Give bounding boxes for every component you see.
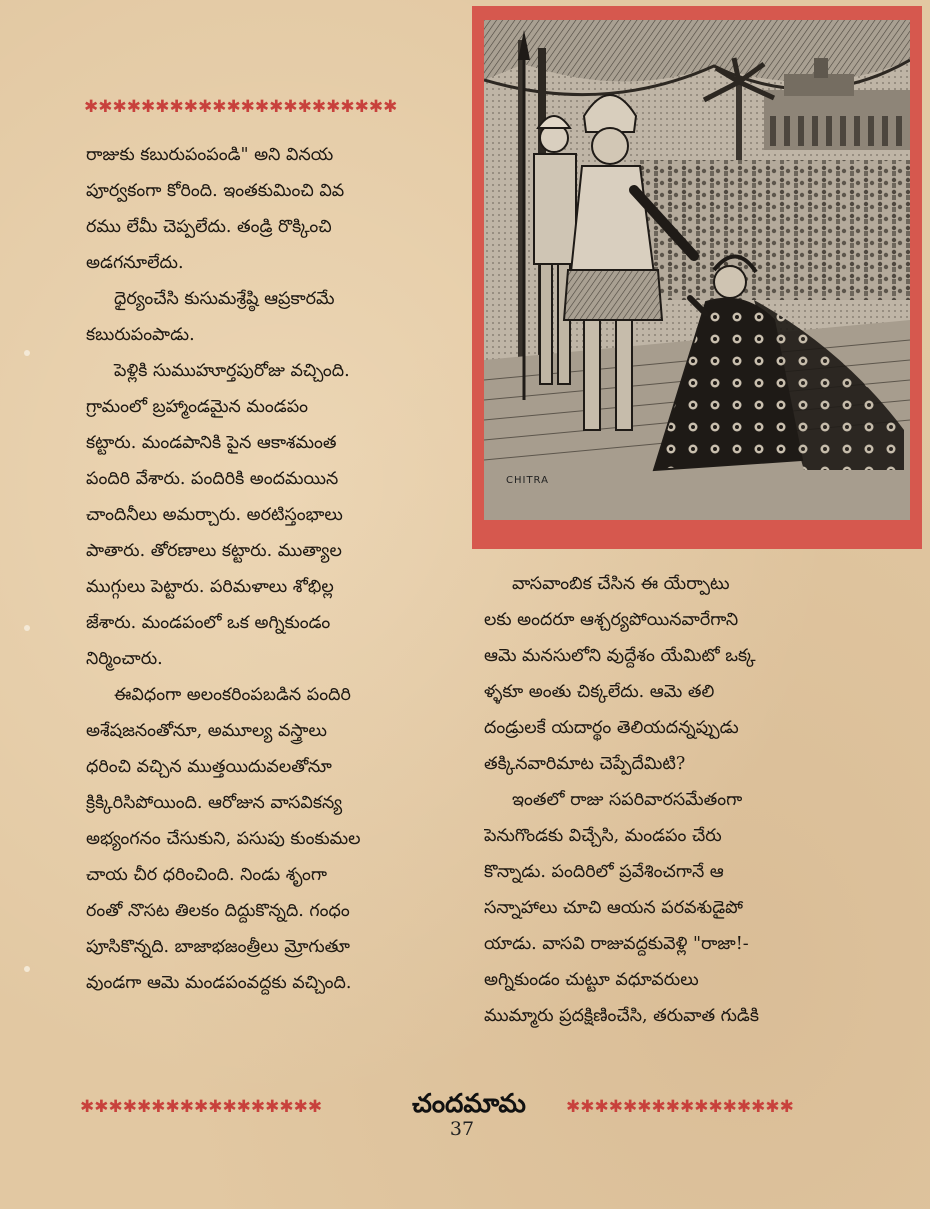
text-line: ధైర్యంచేసి కుసుమశ్రేష్ఠి ఆప్రకారమే [114, 289, 335, 309]
text-line: వుండగా ఆమె మండపంవద్దకు వచ్చింది. [86, 973, 352, 993]
page-number: 37 [449, 1118, 475, 1140]
text-line: తక్కినవారిమాట చెప్పేదేమిటి? [484, 754, 686, 774]
text-line: అశేషజనంతోనూ, అమూల్య వస్త్రాలు [86, 721, 327, 741]
footer-ornament-right: ✱✱✱✱✱✱✱✱✱✱✱✱✱✱✱✱ [566, 1097, 794, 1117]
text-line: ళ్ళకూ అంతు చిక్కలేదు. ఆమె తలి [484, 682, 715, 702]
text-line: రము లేమీ చెప్పలేదు. తండ్రి రొక్కించి [86, 217, 332, 237]
right-text-column [484, 566, 834, 1034]
text-line: చాయ చీర ధరించింది. నిండు శృంగా [86, 865, 328, 885]
text-line: దండ్రులకే యదార్థం తెలియదన్నప్పుడు [484, 718, 739, 738]
text-line: ఇంతలో రాజు సపరివారసమేతంగా [512, 790, 743, 810]
text-line: పాతారు. తోరణాలు కట్టారు. ముత్యాల [86, 541, 342, 561]
text-line: క్రిక్కిరిసిపోయింది. ఆరోజున వాసవికన్య [86, 793, 343, 813]
text-line: చాందినీలు అమర్చారు. అరటిస్తంభాలు [86, 505, 343, 525]
text-line: ముమ్మారు ప్రదక్షిణించేసి, తరువాత గుడికి [484, 1006, 760, 1026]
text-line: పందిరి వేశారు. పందిరికి అందమయిన [86, 469, 339, 489]
text-line: పెనుగొండకు విచ్చేసి, మండపం చేరు [484, 826, 722, 846]
text-line: ఈవిధంగా అలంకరింపబడిన పందిరి [114, 685, 351, 705]
text-line: అగ్నికుండం చుట్టూ వధూవరులు [484, 970, 699, 990]
binding-hole [24, 625, 30, 631]
text-line: అభ్యంగనం చేసుకుని, పసుపు కుంకుమల [86, 829, 361, 849]
text-line: అడగనూలేదు. [86, 253, 184, 273]
binding-hole [24, 350, 30, 356]
text-line: పూర్వకంగా కోరింది. ఇంతకుమించి వివ [86, 181, 345, 201]
header-ornament: ✱✱✱✱✱✱✱✱✱✱✱✱✱✱✱✱✱✱✱✱✱✱ [84, 97, 398, 117]
text-line: కొన్నాడు. పందిరిలో ప్రవేశించగానే ఆ [484, 862, 724, 882]
binding-hole [24, 966, 30, 972]
footer-ornament-left: ✱✱✱✱✱✱✱✱✱✱✱✱✱✱✱✱✱ [80, 1097, 323, 1117]
text-line: ముగ్గులు పెట్టారు. పరిమళాలు శోభిల్ల [86, 577, 334, 597]
wedding-illustration [484, 20, 910, 520]
illustration-frame [472, 6, 922, 549]
magazine-title: చందమామ [412, 1089, 526, 1119]
text-line: నిర్మించారు. [86, 649, 163, 669]
illustrator-signature: CHITRA [506, 475, 549, 486]
text-line: పూసికొన్నది. బాజాభజంత్రీలు మ్రోగుతూ [86, 937, 350, 957]
text-line: వాసవాంబిక చేసిన ఈ యేర్పాటు [512, 574, 730, 594]
text-line: పెళ్లికి సుముహూర్తపురోజు వచ్చింది. [114, 361, 350, 381]
text-line: ధరించి వచ్చిన ముత్తయిదువలతోనూ [86, 757, 332, 777]
text-line: ఆమె మనసులోని వుద్దేశం యేమిటో ఒక్క [484, 646, 756, 666]
left-text-column [86, 137, 466, 1001]
text-line: గ్రామంలో బ్రహ్మాండమైన మండపం [86, 397, 309, 417]
text-line: కబురుపంపాడు. [86, 325, 195, 345]
text-line: జేశారు. మండపంలో ఒక అగ్నికుండం [86, 613, 331, 633]
text-line: యాడు. వాసవి రాజువద్దకువెళ్లి "రాజా!- [484, 934, 749, 954]
text-line: రంతో నొసట తిలకం దిద్దుకొన్నది. గంధం [86, 901, 350, 921]
text-line: కట్టారు. మండపానికి పైన ఆకాశమంత [86, 433, 337, 453]
text-line: సన్నాహాలు చూచి ఆయన పరవశుడైపో [484, 898, 743, 918]
text-line: రాజుకు కబురుపంపండి" అని వినయ [86, 145, 334, 165]
text-line: లకు అందరూ ఆశ్చర్యపోయినవారేగాని [484, 610, 739, 630]
